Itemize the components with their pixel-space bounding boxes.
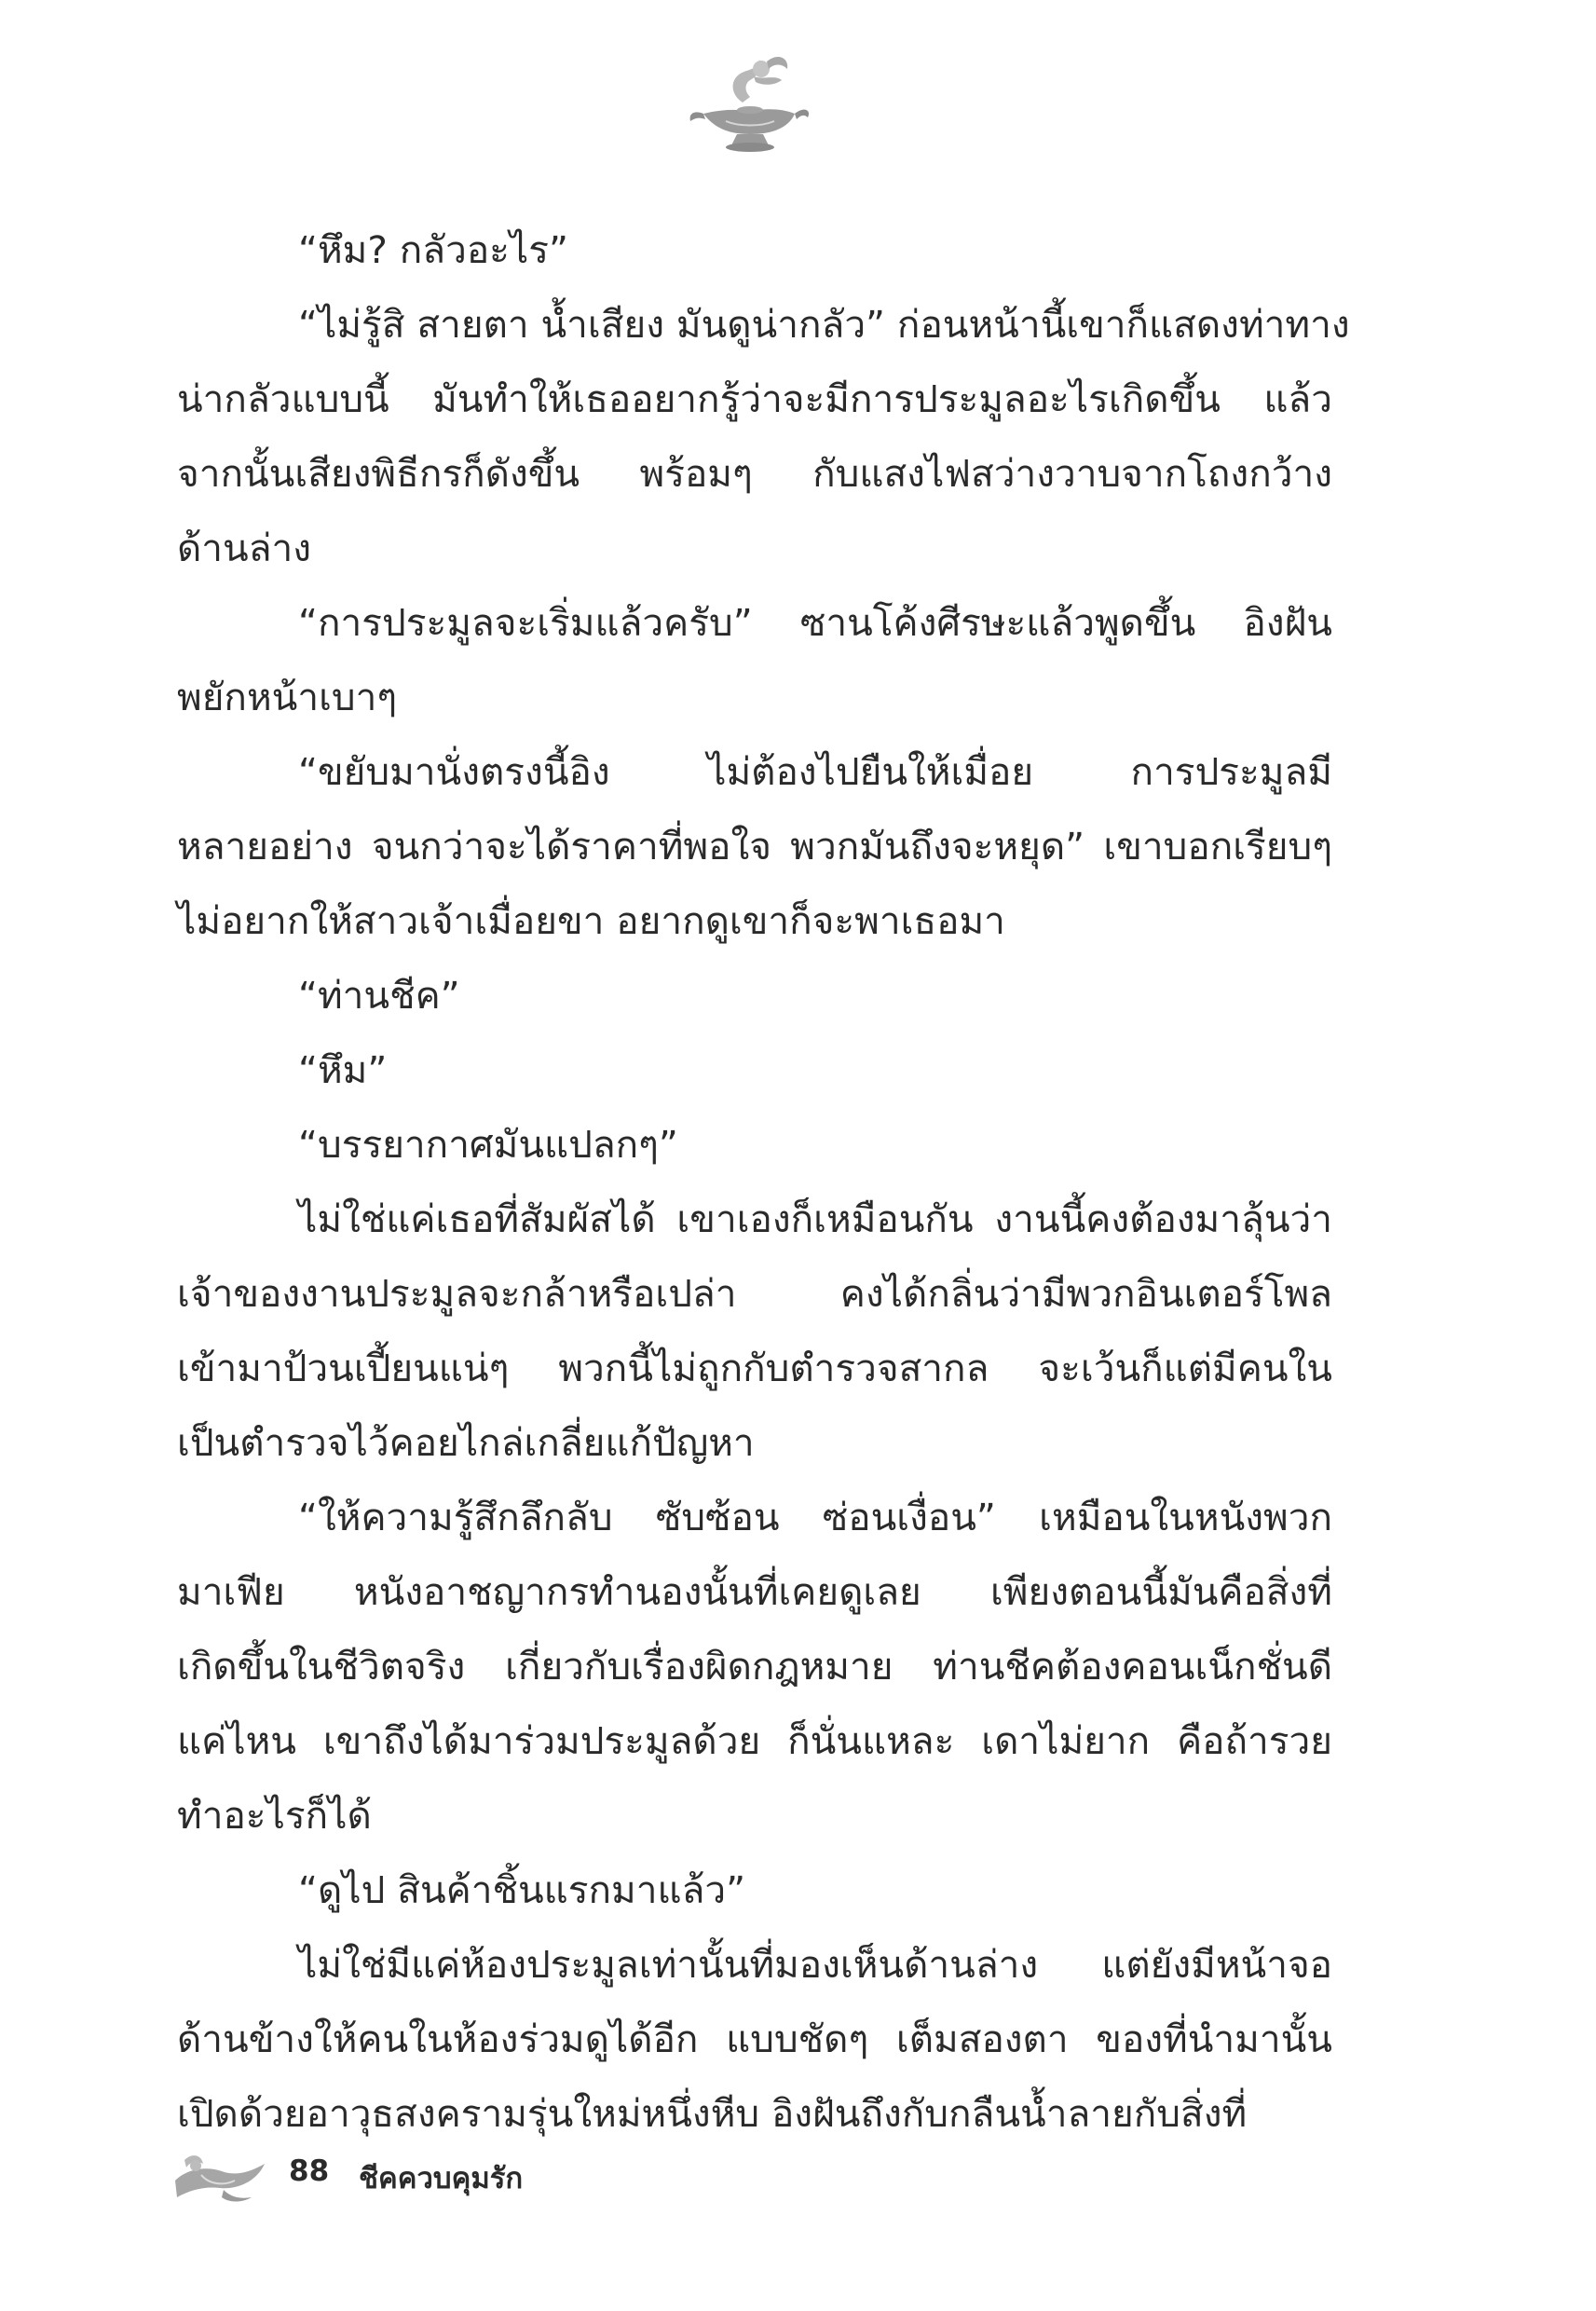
text-line: จากนั้นเสียงพิธีกรก็ดังขึ้น พร้อมๆ กับแสงไฟสว่างวาบจากโถงกว้าง [177, 451, 1332, 496]
genie-lamp-icon [685, 48, 815, 160]
paragraph [177, 734, 1332, 958]
text-line: “ขยับมานั่งตรงนี้อิง ไม่ต้องไปยืนให้เมื่อย การประมูลมี [298, 749, 1332, 794]
paragraph [177, 1182, 1332, 1480]
paragraph [177, 1853, 1332, 1927]
paragraph [177, 958, 1332, 1032]
paragraph [177, 1480, 1332, 1853]
text-line: พยักหน้าเบาๆ [177, 675, 398, 719]
text-line: “หึม” [298, 1047, 388, 1092]
text-line: เกิดขึ้นในชีวิตจริง เกี่ยวกับเรื่องผิดกฎหมาย ท่านชีคต้องคอนเน็กชั่นดี [177, 1644, 1332, 1689]
text-line: ไม่อยากให้สาวเจ้าเมื่อยขา อยากดูเขาก็จะพาเธอมา [177, 898, 1005, 943]
text-line: ทำอะไรก็ได้ [177, 1793, 372, 1838]
text-line: “ไม่รู้สิ สายตา น้ำเสียง มันดูน่ากลัว” ก่อนหน้านี้เขาก็แสดงท่าทาง [298, 302, 1350, 347]
text-line: มาเฟีย หนังอาชญากรทำนองนั้นที่เคยดูเลย เพียงตอนนี้มันคือสิ่งที่ [177, 1569, 1332, 1614]
text-line: ด้านข้างให้คนในห้องร่วมดูได้อีก แบบชัดๆ เต็มสองตา ของที่นำมานั้น [177, 2017, 1332, 2061]
text-line: “ดูไป สินค้าชิ้นแรกมาแล้ว” [298, 1867, 746, 1912]
page-footer [168, 2143, 820, 2208]
text-line: “ท่านชีค” [298, 973, 460, 1018]
text-line: เจ้าของงานประมูลจะกล้าหรือเปล่า คงได้กลิ่นว่ามีพวกอินเตอร์โพล [177, 1271, 1332, 1316]
book-title: ชีคควบคุมรัก [359, 2162, 524, 2195]
paragraph [177, 287, 1350, 585]
text-line: เป็นตำรวจไว้คอยไกล่เกลี่ยแก้ปัญหา [177, 1420, 755, 1465]
paragraph [177, 1107, 1332, 1182]
text-line: หลายอย่าง จนกว่าจะได้ราคาที่พอใจ พวกมันถึงจะหยุด” เขาบอกเรียบๆ [177, 824, 1332, 868]
text-line: แค่ไหน เขาถึงได้มาร่วมประมูลด้วย ก็นั่นแหละ เดาไม่ยาก คือถ้ารวย [177, 1718, 1332, 1763]
text-line: “การประมูลจะเริ่มแล้วครับ” ซานโค้งศีรษะแล้วพูดขึ้น อิงฝัน [298, 600, 1332, 645]
paragraph [177, 585, 1332, 734]
flying-genie-icon [168, 2143, 270, 2208]
text-line: น่ากลัวแบบนี้ มันทำให้เธออยากรู้ว่าจะมีการประมูลอะไรเกิดขึ้น แล้ว [177, 376, 1332, 421]
paragraph [177, 1032, 1332, 1107]
text-line: ด้านล่าง [177, 526, 312, 570]
body-text [177, 212, 1350, 2151]
text-line: เปิดด้วยอาวุธสงครามรุ่นใหม่หนึ่งหีบ อิงฝันถึงกับกลืนน้ำลายกับสิ่งที่ [177, 2091, 1248, 2136]
text-line: ไม่ใช่มีแค่ห้องประมูลเท่านั้นที่มองเห็นด้านล่าง แต่ยังมีหน้าจอ [298, 1942, 1332, 1987]
text-line: “หึม? กลัวอะไร” [298, 227, 569, 272]
text-line: ไม่ใช่แค่เธอที่สัมผัสได้ เขาเองก็เหมือนกัน งานนี้คงต้องมาลุ้นว่า [298, 1197, 1332, 1241]
text-line: “บรรยากาศมันแปลกๆ” [298, 1122, 678, 1167]
page-number: 88 [289, 2154, 330, 2188]
text-line: เข้ามาป้วนเปี้ยนแน่ๆ พวกนี้ไม่ถูกกับตำรวจสากล จะเว้นก็แต่มีคนใน [177, 1346, 1332, 1390]
text-line: “ให้ความรู้สึกลึกลับ ซับซ้อน ซ่อนเงื่อน” เหมือนในหนังพวก [298, 1495, 1332, 1539]
paragraph [177, 1927, 1332, 2151]
paragraph [177, 212, 1332, 287]
